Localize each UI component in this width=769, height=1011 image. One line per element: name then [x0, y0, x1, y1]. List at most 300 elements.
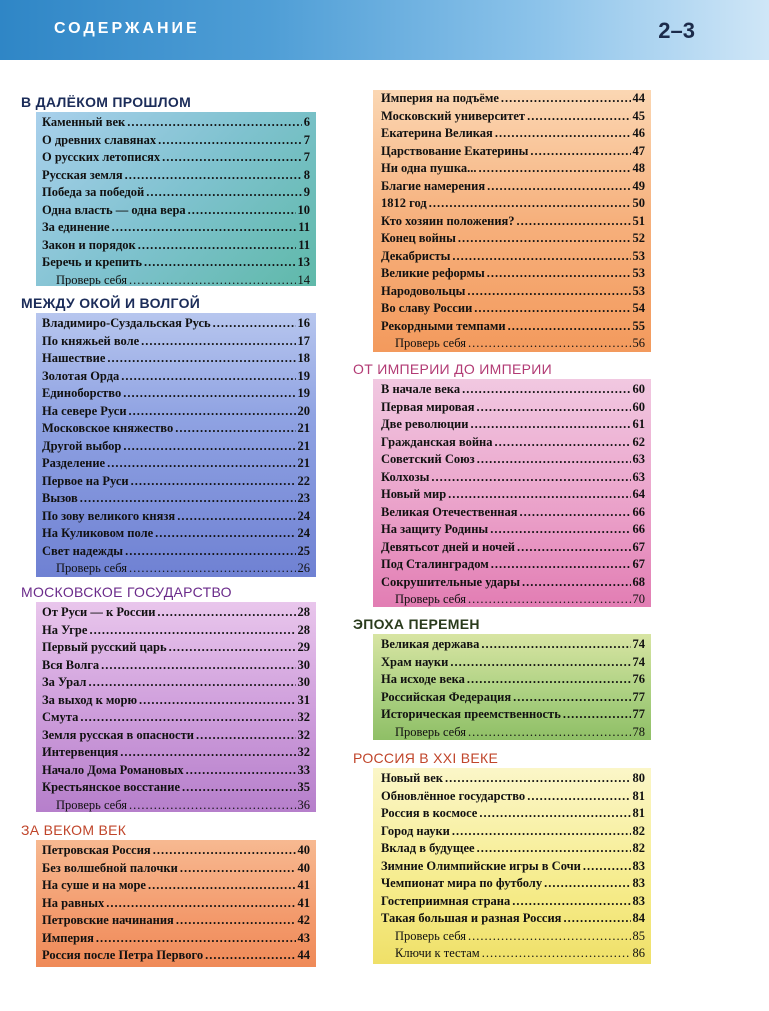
- toc-dot-leader: [476, 399, 630, 417]
- toc-entry-title: Единоборство: [42, 386, 122, 400]
- toc-entry-page: 63: [632, 469, 645, 484]
- toc-entry-title: Владимиро-Суздальская Русь: [42, 316, 211, 330]
- toc-entry: [42, 420, 316, 438]
- toc-entry-page: 24: [297, 508, 310, 523]
- toc-entry-page: 44: [297, 948, 310, 962]
- toc-entry-title: Интервенция: [42, 745, 119, 759]
- toc-review-entry: [42, 797, 316, 813]
- toc-entry-page: 48: [632, 161, 645, 175]
- toc-entry: [42, 779, 316, 797]
- toc-entry: [381, 318, 651, 336]
- toc-entry-title: Благие намерения: [381, 178, 486, 193]
- toc-entry-title: Московское княжество: [42, 421, 174, 435]
- toc-dot-leader: [177, 508, 295, 526]
- toc-entry-title: Другой выбор: [42, 438, 122, 453]
- header-bar: [0, 0, 769, 60]
- toc-entry-title: Великая держава: [381, 637, 480, 651]
- toc-entry: [42, 842, 316, 860]
- toc-entry-title: Земля русская в опасности: [42, 727, 194, 742]
- toc-entry: [381, 108, 651, 126]
- toc-entry-title: Ключи к тестам: [395, 946, 480, 960]
- toc-entry-page: 41: [297, 878, 310, 892]
- toc-dot-leader: [501, 90, 631, 108]
- toc-entry: [381, 539, 651, 557]
- toc-section-continued: [350, 90, 651, 352]
- toc-entry: [42, 455, 316, 473]
- toc-dot-leader: [112, 219, 297, 237]
- toc-entry-page: 24: [297, 526, 310, 540]
- toc-entry-page: 74: [632, 637, 645, 651]
- toc-dot-leader: [583, 858, 631, 876]
- toc-dot-leader: [153, 842, 296, 860]
- toc-entry-title: Под Сталинградом: [381, 557, 489, 571]
- toc-entry: [381, 283, 651, 301]
- toc-entry-page: 29: [297, 640, 310, 654]
- toc-section: [18, 92, 316, 286]
- toc-dot-leader: [121, 368, 295, 386]
- toc-entry-title: Советский Союз: [381, 452, 475, 466]
- toc-entry-title: Великая Отечественная: [381, 504, 518, 519]
- section-entries: [373, 379, 651, 607]
- toc-entry: [42, 202, 316, 220]
- toc-entry-page: 67: [632, 557, 645, 571]
- toc-dot-leader: [487, 265, 631, 283]
- toc-entry: [42, 604, 316, 622]
- toc-entry-title: За Урал: [42, 675, 87, 689]
- section-title: РОССИЯ В XXI ВЕКЕ: [353, 750, 499, 766]
- section-entries: [36, 112, 316, 286]
- toc-entry-title: Екатерина Великая: [381, 126, 493, 140]
- toc-dot-leader: [477, 840, 631, 858]
- toc-dot-leader: [107, 455, 295, 473]
- toc-dot-leader: [513, 689, 630, 707]
- toc-entry-page: 83: [632, 893, 645, 908]
- toc-entry-title: Проверь себя: [56, 797, 128, 812]
- toc-entry-page: 21: [297, 438, 310, 453]
- toc-dot-leader: [176, 912, 296, 930]
- toc-entry-title: Вклад в будущее: [381, 841, 475, 855]
- toc-dot-leader: [477, 451, 631, 469]
- toc-entry: [42, 114, 316, 132]
- toc-entry-page: 66: [632, 504, 645, 519]
- toc-entry-page: 82: [632, 841, 645, 855]
- toc-entry-title: Новый век: [381, 771, 443, 785]
- toc-entry-page: 44: [632, 91, 645, 105]
- toc-entry-title: Декабристы: [381, 248, 451, 263]
- toc-entry-page: 21: [297, 421, 310, 435]
- toc-entry-page: 61: [632, 417, 645, 431]
- toc-dot-leader: [125, 543, 295, 561]
- toc-entry: [381, 90, 651, 108]
- toc-entry-title: Первый русский царь: [42, 640, 167, 654]
- toc-dot-leader: [213, 315, 296, 333]
- toc-entry-title: Золотая Орда: [42, 368, 120, 383]
- toc-entry-title: Разделение: [42, 456, 106, 470]
- section-entries: [373, 768, 651, 964]
- toc-dot-leader: [127, 114, 302, 132]
- toc-entry-title: Новый мир: [381, 487, 447, 501]
- toc-entry-page: 8: [303, 167, 310, 182]
- toc-entry-title: Беречь и крепить: [42, 255, 142, 269]
- toc-entry-title: На суше и на море: [42, 878, 146, 892]
- toc-entry: [42, 473, 316, 491]
- toc-entry-title: Историческая преемственность: [381, 707, 561, 721]
- toc-entry-title: Свет надежды: [42, 543, 124, 558]
- toc-entry: [381, 160, 651, 178]
- toc-entry: [381, 858, 651, 876]
- toc-entry-title: Храм науки: [381, 654, 449, 669]
- toc-dot-leader: [467, 671, 631, 689]
- toc-entry-title: На исходе века: [381, 672, 465, 686]
- toc-entry-title: Такая большая и разная Россия: [381, 911, 562, 925]
- toc-entry-page: 76: [632, 672, 645, 686]
- toc-dot-leader: [157, 604, 295, 622]
- toc-entry: [381, 265, 651, 283]
- toc-entry-page: 35: [297, 780, 310, 794]
- toc-entry-page: 19: [297, 386, 310, 400]
- toc-entry-title: Проверь себя: [395, 592, 467, 606]
- toc-entry-title: Российская Федерация: [381, 689, 512, 704]
- toc-entry-title: По зову великого князя: [42, 508, 176, 523]
- toc-entry-title: Одна власть — одна вера: [42, 202, 186, 217]
- toc-entry-page: 32: [297, 745, 310, 759]
- toc-dot-leader: [544, 875, 630, 893]
- toc-dot-leader: [468, 591, 630, 607]
- toc-dot-leader: [482, 945, 631, 963]
- toc-entry-title: Девятьсот дней и ночей: [381, 539, 515, 554]
- page-title: СОДЕРЖАНИЕ: [54, 20, 200, 37]
- toc-dot-leader: [490, 521, 630, 539]
- toc-entry-page: 77: [632, 689, 645, 704]
- toc-dot-leader: [129, 560, 295, 577]
- toc-entry-title: Ни одна пушка...: [381, 161, 477, 175]
- toc-entry-page: 13: [297, 255, 310, 269]
- toc-entry-title: Каменный век: [42, 115, 126, 129]
- toc-entry-title: Чемпионат мира по футболу: [381, 876, 543, 890]
- toc-entry: [42, 525, 316, 543]
- toc-entry-page: 78: [632, 724, 645, 739]
- toc-entry: [381, 451, 651, 469]
- toc-entry-page: 32: [297, 710, 310, 724]
- toc-dot-leader: [89, 622, 295, 640]
- toc-entry-title: За выход к морю: [42, 692, 138, 707]
- toc-entry-page: 84: [632, 911, 645, 925]
- toc-entry-title: Проверь себя: [395, 724, 467, 739]
- toc-dot-leader: [139, 692, 295, 710]
- toc-entry: [381, 381, 651, 399]
- toc-entry-page: 70: [632, 592, 645, 606]
- toc-entry-page: 55: [632, 318, 645, 333]
- toc-entry-title: Победа за победой: [42, 185, 145, 199]
- toc-entry: [381, 195, 651, 213]
- toc-entry-page: 40: [297, 860, 310, 875]
- toc-entry-page: 32: [297, 727, 310, 742]
- toc-entry-title: Две революции: [381, 417, 469, 431]
- toc-entry: [42, 930, 316, 948]
- toc-entry: [381, 689, 651, 707]
- toc-entry-page: 47: [632, 143, 645, 158]
- toc-dot-leader: [470, 416, 630, 434]
- toc-section: [18, 293, 316, 577]
- toc-entry-title: Царствование Екатерины: [381, 143, 529, 158]
- toc-entry-page: 45: [632, 108, 645, 123]
- toc-entry: [42, 709, 316, 727]
- toc-entry-title: Империя на подъёме: [381, 91, 499, 105]
- toc-entry-page: 36: [297, 797, 310, 812]
- toc-entry-title: Город науки: [381, 823, 450, 838]
- toc-dot-leader: [129, 797, 295, 813]
- toc-dot-leader: [155, 525, 295, 543]
- toc-entry-page: 83: [632, 876, 645, 890]
- toc-section: [350, 359, 651, 607]
- toc-entry-title: Проверь себя: [56, 272, 128, 286]
- toc-entry-title: Во славу России: [381, 301, 473, 315]
- toc-entry: [42, 692, 316, 710]
- toc-entry-title: В начале века: [381, 382, 461, 396]
- toc-section: [350, 614, 651, 740]
- toc-dot-leader: [448, 486, 630, 504]
- section-title: ЭПОХА ПЕРЕМЕН: [353, 616, 480, 632]
- toc-dot-leader: [141, 333, 295, 351]
- toc-dot-leader: [495, 125, 631, 143]
- toc-entry-title: О древних славянах: [42, 132, 157, 147]
- toc-entry: [381, 300, 651, 318]
- toc-entry: [381, 230, 651, 248]
- toc-review-entry: [381, 335, 651, 352]
- toc-entry: [42, 508, 316, 526]
- toc-entry: [42, 639, 316, 657]
- toc-entry: [381, 416, 651, 434]
- toc-entry-title: На защиту Родины: [381, 522, 489, 536]
- toc-dot-leader: [468, 335, 630, 352]
- section-title: В ДАЛЁКОМ ПРОШЛОМ: [21, 94, 192, 110]
- toc-dot-leader: [175, 420, 295, 438]
- toc-entry: [42, 877, 316, 895]
- toc-dot-leader: [491, 556, 631, 574]
- toc-entry: [42, 895, 316, 913]
- toc-entry: [381, 504, 651, 522]
- toc-dot-leader: [487, 178, 630, 196]
- toc-entry: [42, 912, 316, 930]
- toc-entry: [42, 368, 316, 386]
- toc-dot-leader: [162, 149, 302, 167]
- toc-dot-leader: [520, 504, 631, 522]
- toc-entry-title: Нашествие: [42, 351, 106, 365]
- toc-entry-page: 25: [297, 543, 310, 558]
- toc-dot-leader: [527, 108, 630, 126]
- toc-entry-page: 16: [297, 316, 310, 330]
- toc-entry: [42, 385, 316, 403]
- toc-dot-leader: [205, 947, 295, 965]
- toc-entry-page: 23: [297, 491, 310, 505]
- toc-entry-page: 60: [632, 382, 645, 396]
- toc-entry: [381, 178, 651, 196]
- toc-dot-leader: [186, 762, 296, 780]
- toc-entry-page: 81: [632, 788, 645, 803]
- toc-dot-leader: [458, 230, 631, 248]
- toc-dot-leader: [96, 930, 296, 948]
- toc-review-entry: [381, 928, 651, 946]
- toc-entry-page: 26: [297, 561, 310, 575]
- toc-section: [18, 820, 316, 967]
- toc-entry: [42, 315, 316, 333]
- toc-dot-leader: [80, 709, 295, 727]
- toc-dot-leader: [431, 469, 630, 487]
- toc-dot-leader: [138, 237, 296, 255]
- toc-entry-page: 49: [632, 178, 645, 193]
- toc-entry-page: 14: [297, 272, 310, 286]
- toc-entry-page: 21: [297, 456, 310, 470]
- toc-entry: [42, 947, 316, 965]
- toc-entry: [381, 910, 651, 928]
- toc-entry-page: 22: [297, 473, 310, 488]
- toc-review-entry: [381, 724, 651, 741]
- toc-entry: [42, 149, 316, 167]
- toc-entry-title: О русских летописях: [42, 150, 161, 164]
- toc-entry-title: На севере Руси: [42, 403, 127, 418]
- toc-dot-leader: [196, 727, 296, 745]
- toc-dot-leader: [478, 160, 630, 178]
- toc-dot-leader: [129, 272, 295, 287]
- toc-dot-leader: [468, 724, 630, 741]
- toc-entry: [42, 622, 316, 640]
- toc-dot-leader: [450, 654, 630, 672]
- toc-dot-leader: [120, 744, 295, 762]
- toc-entry-page: 53: [632, 266, 645, 280]
- toc-entry: [381, 556, 651, 574]
- toc-dot-leader: [467, 283, 630, 301]
- toc-entry-page: 50: [632, 196, 645, 210]
- toc-entry: [381, 671, 651, 689]
- section-entries: [36, 602, 316, 812]
- toc-dot-leader: [429, 195, 631, 213]
- toc-entry: [381, 805, 651, 823]
- toc-entry-page: 28: [297, 605, 310, 619]
- toc-entry: [42, 860, 316, 878]
- section-entries: [36, 840, 316, 967]
- toc-entry-title: По княжьей воле: [42, 333, 140, 348]
- toc-entry-page: 54: [632, 301, 645, 315]
- toc-entry-page: 7: [303, 150, 310, 164]
- toc-entry-title: На Куликовом поле: [42, 526, 154, 540]
- toc-entry: [381, 875, 651, 893]
- toc-dot-leader: [125, 167, 302, 185]
- toc-entry-title: Россия после Петра Первого: [42, 948, 204, 962]
- toc-dot-leader: [468, 928, 630, 946]
- toc-entry-title: Кто хозяин положения?: [381, 213, 515, 228]
- toc-entry: [381, 840, 651, 858]
- toc-entry-page: 83: [632, 858, 645, 873]
- toc-entry: [42, 184, 316, 202]
- toc-dot-leader: [144, 254, 296, 272]
- toc-entry-title: За единение: [42, 220, 110, 234]
- toc-dot-leader: [474, 300, 630, 318]
- toc-entry-title: Конец войны: [381, 231, 456, 245]
- toc-entry-page: 19: [297, 368, 310, 383]
- toc-entry-page: 80: [632, 771, 645, 785]
- toc-entry-page: 86: [632, 946, 645, 960]
- toc-dot-leader: [563, 910, 630, 928]
- toc-entry-page: 28: [297, 622, 310, 637]
- toc-entry-title: Проверь себя: [56, 561, 128, 575]
- toc-review-entry: [381, 591, 651, 607]
- toc-entry-page: 62: [632, 434, 645, 449]
- toc-entry-title: Начало Дома Романовых: [42, 762, 184, 777]
- toc-entry: [381, 213, 651, 231]
- toc-entry-title: Проверь себя: [395, 336, 467, 350]
- toc-entry-title: Без волшебной палочки: [42, 860, 178, 875]
- toc-dot-leader: [106, 895, 295, 913]
- toc-dot-leader: [452, 248, 630, 266]
- toc-entry-page: 43: [297, 930, 310, 945]
- toc-entry: [381, 706, 651, 724]
- toc-entry-page: 10: [297, 202, 310, 217]
- section-entries: [36, 313, 316, 577]
- toc-entry-page: 77: [632, 707, 645, 721]
- section-entries: [373, 634, 651, 740]
- section-title: МОСКОВСКОЕ ГОСУДАРСТВО: [21, 584, 232, 600]
- toc-entry-title: Обновлённое государство: [381, 788, 526, 803]
- toc-entry-title: От Руси — к России: [42, 605, 156, 619]
- toc-dot-leader: [188, 202, 296, 220]
- toc-dot-leader: [129, 403, 296, 421]
- toc-entry-page: 11: [298, 237, 310, 252]
- toc-entry: [42, 403, 316, 421]
- toc-entry-title: Первая мировая: [381, 399, 475, 414]
- toc-entry-page: 67: [632, 539, 645, 554]
- toc-entry-title: Гражданская война: [381, 434, 493, 449]
- toc-dot-leader: [517, 539, 631, 557]
- toc-entry: [42, 132, 316, 150]
- toc-entry: [381, 248, 651, 266]
- toc-dot-leader: [80, 490, 296, 508]
- toc-entry-page: 33: [297, 762, 310, 777]
- toc-entry: [42, 167, 316, 185]
- toc-dot-leader: [123, 438, 295, 456]
- toc-dot-leader: [101, 657, 295, 675]
- toc-dot-leader: [508, 318, 631, 336]
- toc-entry: [42, 762, 316, 780]
- toc-entry: [381, 770, 651, 788]
- toc-entry: [381, 654, 651, 672]
- toc-entry: [42, 543, 316, 561]
- toc-entry-page: 74: [632, 654, 645, 669]
- toc-entry: [42, 727, 316, 745]
- toc-entry-title: Крестьянское восстание: [42, 780, 180, 794]
- toc-entry-page: 66: [632, 522, 645, 536]
- toc-entry-page: 9: [303, 185, 310, 199]
- toc-section: [18, 582, 316, 812]
- page-numbers: 2–3: [658, 18, 695, 43]
- toc-dot-leader: [563, 706, 631, 724]
- toc-entry-title: Вся Волга: [42, 657, 100, 672]
- toc-entry: [42, 744, 316, 762]
- toc-dot-leader: [452, 823, 631, 841]
- toc-dot-leader: [88, 674, 295, 692]
- toc-entry-title: Великие реформы: [381, 266, 485, 280]
- toc-dot-leader: [479, 805, 630, 823]
- toc-entry-page: 53: [632, 248, 645, 263]
- toc-dot-leader: [169, 639, 296, 657]
- toc-entry: [42, 490, 316, 508]
- toc-review-entry: [42, 560, 316, 577]
- section-title: МЕЖДУ ОКОЙ И ВОЛГОЙ: [21, 295, 201, 311]
- toc-entry: [381, 823, 651, 841]
- toc-entry: [42, 657, 316, 675]
- toc-entry: [42, 219, 316, 237]
- toc-dot-leader: [530, 143, 630, 161]
- toc-entry-page: 17: [297, 333, 310, 348]
